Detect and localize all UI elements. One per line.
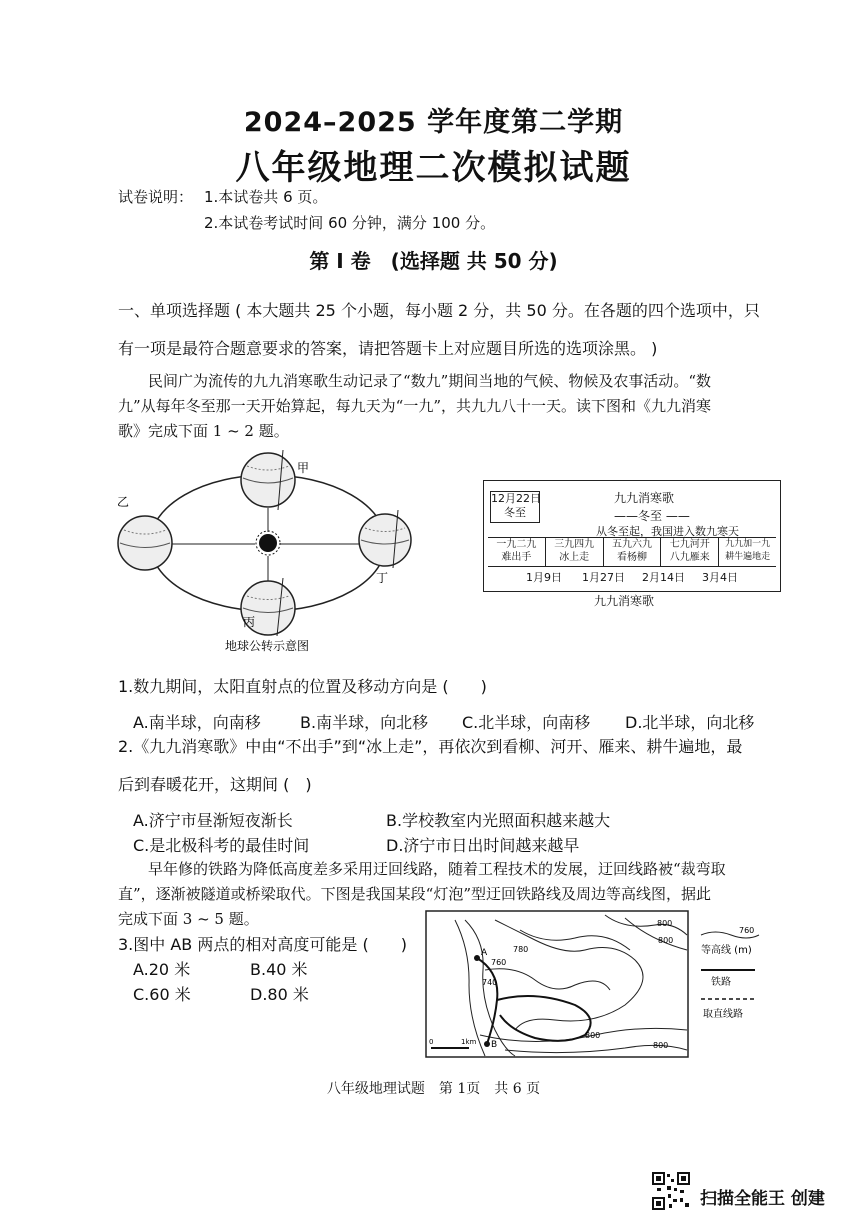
point-b-marker: [484, 1041, 490, 1047]
sun-icon: [256, 531, 280, 555]
question-1-option-b[interactable]: B.南半球，向北移: [300, 713, 429, 732]
section-intro-line-1: 一、单项选择题 ( 本大题共 25 个小题，每小题 2 分，共 50 分。在各题的四个选项中，只: [118, 301, 760, 320]
song-cell-4: 七九河开 八九雁来: [661, 538, 719, 566]
legend-straight-label: 取直线路: [703, 1009, 743, 1020]
point-a-label: A: [481, 948, 488, 958]
exam-title: 八年级地理二次模拟试题: [235, 148, 632, 188]
label-ding: 丁: [376, 571, 389, 585]
legend-railway-label: 铁路: [711, 977, 731, 988]
question-1-option-a[interactable]: A.南半球，向南移: [133, 713, 261, 732]
scale-km: 1km: [461, 1038, 477, 1046]
song-cell-2: 三九四九 冰上走: [546, 538, 604, 566]
passage-2-line-3: 完成下面 3 ~ 5 题。: [118, 910, 259, 928]
question-2-option-c[interactable]: C.是北极科考的最佳时间: [133, 836, 310, 855]
song-table-caption: 九九消寒歌: [594, 594, 655, 608]
instruction-1: 1.本试卷共 6 页。: [204, 188, 328, 206]
passage-2-line-2: 直”，逐渐被隧道或桥梁取代。下图是我国某段“灯泡”型迂回铁路线及周边等高线图，据此: [118, 885, 712, 903]
scale-zero: 0: [429, 1038, 434, 1046]
label-yi: 乙: [117, 495, 130, 509]
scanner-brand: 扫描全能王 创建: [700, 1189, 825, 1209]
song-table-title: 九九消寒歌: [614, 491, 675, 505]
contour-map: [425, 910, 690, 1060]
contour-label-780: 780: [513, 945, 529, 954]
date-1: 1月9日: [526, 571, 562, 584]
date-box-term: 冬至: [504, 506, 526, 519]
date-box: [490, 491, 540, 523]
legend-contour-value: 760: [739, 926, 755, 935]
earth-globe-left: [118, 516, 172, 570]
passage-1-line-1: 民间广为流传的九九消寒歌生动记录了“数九”期间当地的气候、物候及农事活动。“数: [148, 372, 712, 390]
page-footer: 八年级地理试题 第 1页 共 6 页: [326, 1081, 541, 1097]
question-1-stem: 1.数九期间，太阳直射点的位置及移动方向是 ( ): [118, 677, 487, 696]
date-2: 1月27日: [582, 571, 625, 584]
question-1-option-c[interactable]: C.北半球，向南移: [462, 713, 591, 732]
question-2-stem-line-1: 2.《九九消寒歌》中由“不出手”到“冰上走”，再依次到看柳、河开、雁来、耕牛遍地，最: [118, 737, 743, 756]
section-title: 第 I 卷 (选择题 共 50 分): [309, 249, 558, 273]
question-3-option-d[interactable]: D.80 米: [250, 985, 309, 1004]
point-a-marker: [474, 955, 480, 961]
contour-label-800-right: 800: [658, 936, 674, 945]
point-b-label: B: [491, 1040, 498, 1050]
earth-globe-top: [241, 450, 295, 510]
winter-solstice-label: ——冬至 ——: [614, 509, 690, 523]
date-box-date: 12月22日: [491, 492, 541, 505]
winter-solstice-text: 从冬至起，我国进入数九寒天: [596, 525, 739, 538]
question-3-option-b[interactable]: B.40 米: [250, 960, 308, 979]
label-jia: 甲: [297, 461, 310, 475]
song-cells-row: [488, 537, 776, 567]
question-2-option-b[interactable]: B.学校教室内光照面积越来越大: [386, 811, 611, 830]
song-cell-1: 一九二九 难出手: [488, 538, 546, 566]
contour-label-800-bottom: 800: [653, 1041, 669, 1050]
song-cell-5: 九九加一九 耕牛遍地走: [725, 539, 771, 562]
question-3-option-c[interactable]: C.60 米: [133, 985, 191, 1004]
question-3-option-a[interactable]: A.20 米: [133, 960, 191, 979]
contour-label-800-top: 800: [657, 919, 673, 928]
question-2-stem-line-2: 后到春暖花开，这期间 ( ): [118, 775, 312, 794]
question-1-option-d[interactable]: D.北半球，向北移: [625, 713, 755, 732]
song-table: [483, 480, 781, 592]
orbit-figure-caption: 地球公转示意图: [225, 639, 310, 653]
qr-code-icon: [652, 1172, 690, 1210]
contour-legend: [695, 925, 775, 1025]
instructions-label: 试卷说明：: [118, 188, 194, 206]
instruction-2: 2.本试卷考试时间 60 分钟，满分 100 分。: [204, 214, 496, 232]
question-2-option-d[interactable]: D.济宁市日出时间越来越早: [386, 836, 580, 855]
contour-label-740: 740: [482, 978, 498, 987]
section-intro-line-2: 有一项是最符合题意要求的答案，请把答题卡上对应题目所选的选项涂黑。 ): [118, 339, 658, 358]
contour-label-800-mid: 800: [585, 1031, 601, 1040]
passage-1-line-3: 歌》完成下面 1 ~ 2 题。: [118, 422, 289, 440]
date-3: 2月14日: [642, 571, 685, 584]
question-3-stem: 3.图中 AB 两点的相对高度可能是 ( ): [118, 935, 407, 954]
passage-1-line-2: 九”从每年冬至那一天开始算起，每九天为“一九”，共九九八十一天。读下图和《九九消寒: [118, 397, 712, 415]
contour-label-760: 760: [491, 958, 507, 967]
label-bing: 丙: [243, 615, 256, 629]
date-4: 3月4日: [702, 571, 738, 584]
legend-contour-label: 等高线 (m): [701, 945, 752, 956]
earth-globe-right: [359, 510, 411, 568]
song-cell-3: 五九六九 看杨柳: [604, 538, 662, 566]
exam-title-year: 2024–2025 学年度第二学期: [243, 107, 624, 138]
passage-2-line-1: 早年修的铁路为降低高度差多采用迂回线路，随着工程技术的发展，迂回线路被“裁弯取: [148, 860, 726, 878]
earth-orbit-diagram: [115, 448, 415, 658]
question-2-option-a[interactable]: A.济宁市昼渐短夜渐长: [133, 811, 293, 830]
